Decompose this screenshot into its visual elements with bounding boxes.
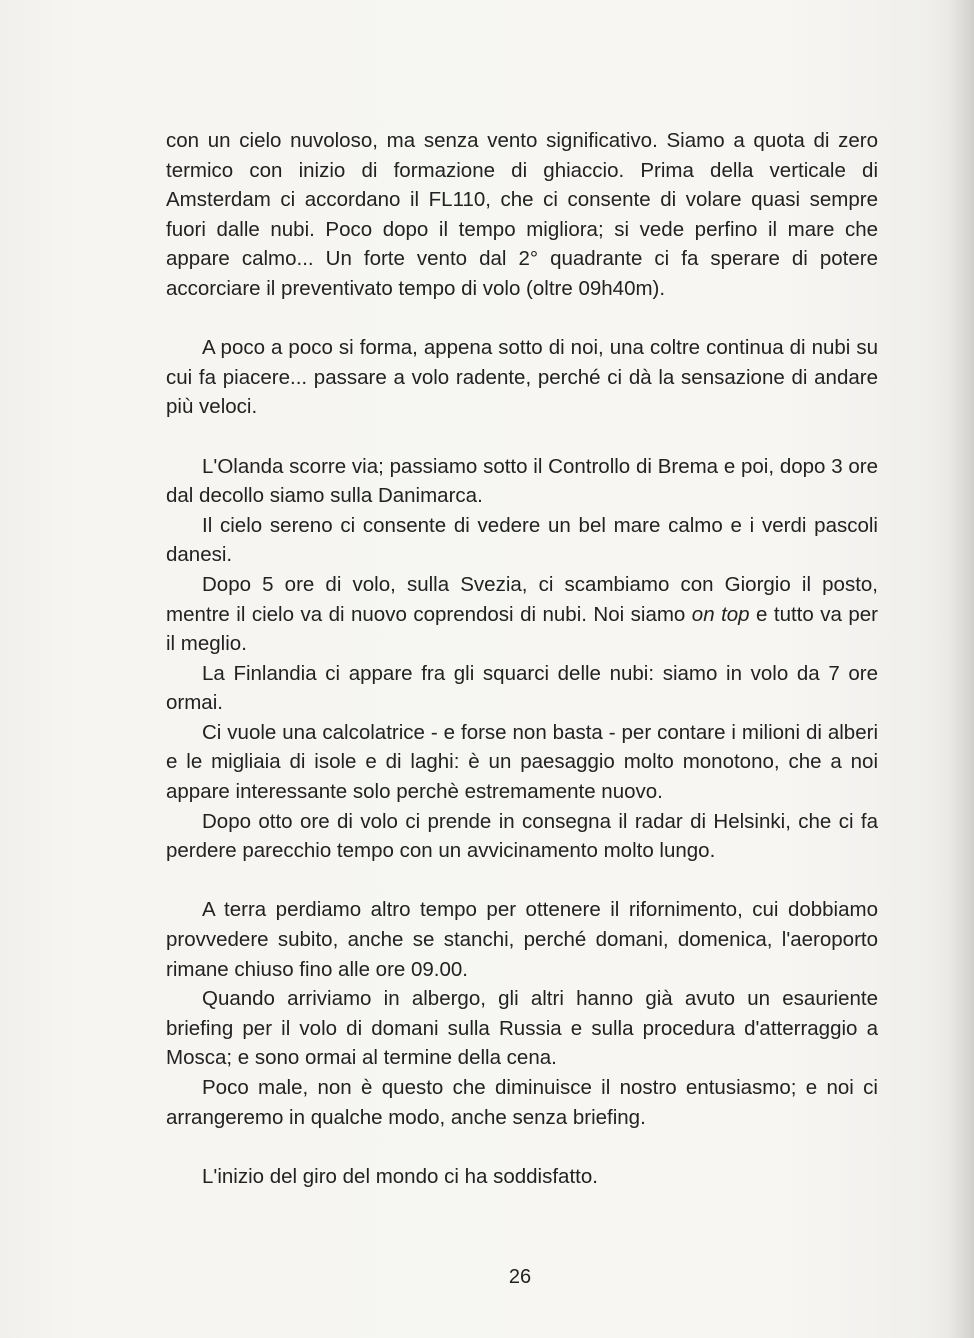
- paragraph-9: A terra perdiamo altro tempo per ottenere il rifornimento, cui dobbiamo provvedere subito, anche se stanchi, perché domani, domenica, l'aeroporto rimane chiuso fino alle ore 09.00.: [166, 898, 878, 981]
- paragraph-4: Il cielo sereno ci consente di vedere un bel mare calmo e i verdi pascoli danesi.: [166, 513, 878, 567]
- paragraph-5: [166, 570, 878, 659]
- body-text: [166, 126, 878, 1191]
- paragraph-11: Poco male, non è questo che diminuisce il nostro entusiasmo; e noi ci arrangeremo in qualche modo, anche senza briefing.: [166, 1076, 878, 1129]
- paragraph-10: Quando arriviamo in albergo, gli altri hanno già avuto un esauriente briefing per il volo di domani sulla Russia e sulla procedura d'atterraggio a Mosca; e sono ormai al termine della cena.: [166, 987, 878, 1070]
- paragraph-5-text-before: Dopo 5 ore di volo, sulla Svezia, ci scambiamo con Giorgio il posto, mentre il cielo va di nuovo coprendosi di nubi. Noi siamo: [166, 572, 878, 626]
- paragraph-12: L'inizio del giro del mondo ci ha soddisfatto.: [202, 1164, 598, 1188]
- paragraph-7: Ci vuole una calcolatrice - e forse non basta - per contare i milioni di alberi e le migliaia di isole e di laghi: è un paesaggio molto monotono, che a noi appare interessante solo perchè estremamente nuovo.: [166, 720, 878, 804]
- paragraph-5-italic-text: on top: [691, 602, 750, 626]
- paragraph-3: L'Olanda scorre via; passiamo sotto il Controllo di Brema e poi, dopo 3 ore dal decollo siamo sulla Danimarca.: [166, 454, 878, 508]
- page-number: 26: [508, 1266, 532, 1288]
- paragraph-5-text-after: e tutto va per il meglio.: [166, 602, 878, 656]
- paragraph-8: Dopo otto ore di volo ci prende in consegna il radar di Helsinki, che ci fa perdere parecchio tempo con un avvicinamento molto lungo.: [166, 809, 878, 863]
- paragraph-6: La Finlandia ci appare fra gli squarci delle nubi: siamo in volo da 7 ore ormai.: [166, 661, 878, 715]
- paragraph-1: con un cielo nuvoloso, ma senza vento significativo. Siamo a quota di zero termico con inizio di formazione di ghiaccio. Prima della verticale di Amsterdam ci accordano il FL110, che ci consente di volare quasi sempre fuori dalle nubi. Poco dopo il tempo migliora; si vede perfino il mare che appare calmo... Un forte vento dal 2° quadrante ci fa sperare di potere accorciare il preventivato tempo di volo (oltre 09h40m).: [166, 129, 878, 300]
- paragraph-2: A poco a poco si forma, appena sotto di noi, una coltre continua di nubi su cui fa piacere... passare a volo radente, perché ci dà la sensazione di andare più veloci.: [166, 336, 878, 419]
- page-edge-shadow: [948, 0, 974, 1338]
